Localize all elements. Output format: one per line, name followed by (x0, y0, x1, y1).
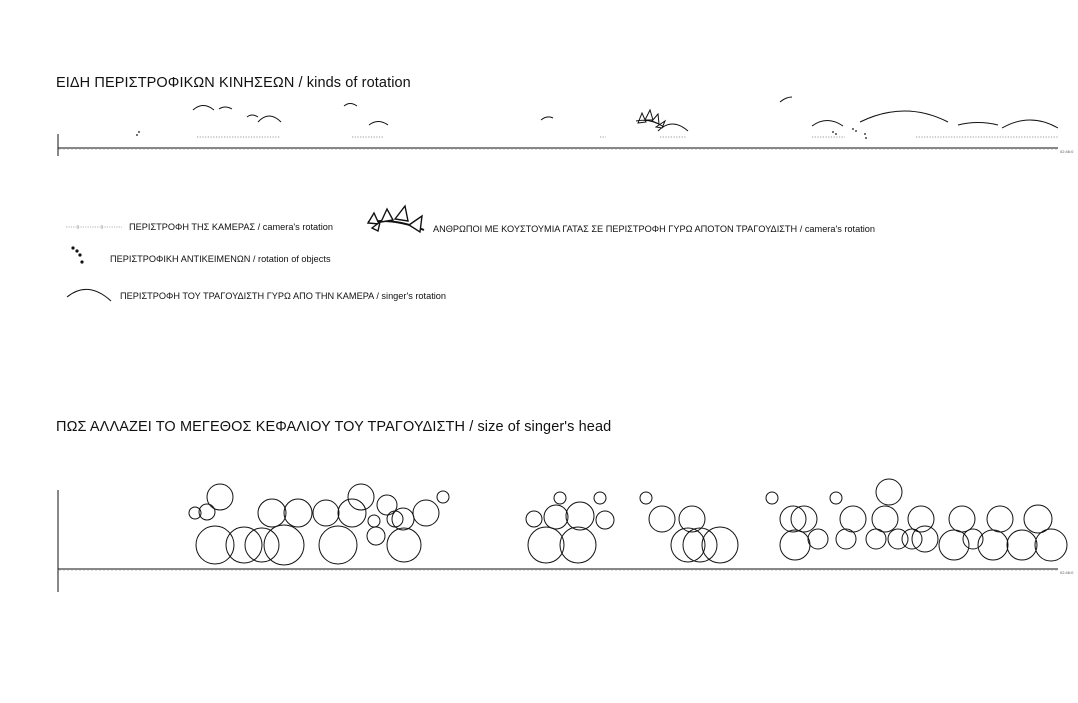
head-size-circle (1024, 505, 1052, 533)
head-size-circle (258, 499, 286, 527)
head-size-circle (978, 530, 1008, 560)
head-size-circle (872, 506, 898, 532)
head-size-circle (319, 526, 357, 564)
singer-rotation-arcs (193, 97, 1058, 131)
head-size-circle (596, 511, 614, 529)
head-size-circle (987, 506, 1013, 532)
legend-objects-rotation-label: ΠΕΡΙΣΤΡΟΦΙΚΗ ΑΝΤΙΚΕΙΜΕΝΩΝ / rotation of objects (110, 254, 331, 264)
legend-cat-costumes-label: ΑΝΘΡΩΠΟΙ ΜΕ ΚΟΥΣΤΟΥΜΙΑ ΓΑΤΑΣ ΣΕ ΠΕΡΙΣΤΡΟΦΗ ΓΥΡΩ ΑΠΟΤΟΝ ΤΡΑΓΟΥΔΙΣΤΗ / camera's rotation (433, 224, 876, 234)
head-size-circle (808, 529, 828, 549)
head-size-circle (554, 492, 566, 504)
head-size-circle (791, 506, 817, 532)
head-size-circle (780, 530, 810, 560)
head-size-circle (876, 479, 902, 505)
head-size-circle (640, 492, 652, 504)
head-size-circle (594, 492, 606, 504)
head-size-circles (189, 479, 1067, 565)
head-size-circle (949, 506, 975, 532)
head-size-circle (1007, 530, 1037, 560)
head-size-circle (207, 484, 233, 510)
head-size-circle (840, 506, 866, 532)
head-size-circle (766, 492, 778, 504)
singer-rotation-arc-icon (67, 289, 111, 301)
head-size-circle (526, 511, 542, 527)
legend-camera-rotation-label: ΠΕΡΙΣΤΡΟΦΗ ΤΗΣ ΚΑΜΕΡΑΣ / camera's rotation (129, 222, 333, 232)
cat-costume-triangles-icon (368, 206, 424, 232)
head-size-circle (560, 527, 596, 563)
head-size-circle (368, 515, 380, 527)
head-size-circle (413, 500, 439, 526)
legend-singer-rotation-label: ΠΕΡΙΣΤΡΟΦΗ ΤΟΥ ΤΡΑΓΟΥΔΙΣΤΗ ΓΥΡΩ ΑΠΟ ΤΗΝ ΚΑΜΕΡΑ / singer's rotation (120, 291, 447, 301)
cat-costume-marks (636, 110, 665, 128)
head-size-circle (196, 526, 234, 564)
head-size-circle (528, 527, 564, 563)
head-size-circle (226, 527, 262, 563)
head-size-circle (566, 502, 594, 530)
head-size-circle (1035, 529, 1067, 561)
head-size-circle (830, 492, 842, 504)
head-size-circle (387, 528, 421, 562)
head-size-circle (387, 511, 403, 527)
head-size-circle (367, 527, 385, 545)
rotation-section-title: ΕΙΔΗ ΠΕΡΙΣΤΡΟΦΙΚΩΝ ΚΙΝΗΣΕΩΝ / kinds of rotation (56, 75, 411, 91)
head-size-circle (702, 527, 738, 563)
head-size-circle (338, 499, 366, 527)
head-size-circle (908, 506, 934, 532)
head-size-circle (348, 484, 374, 510)
timeline2-end-label: 02:46:0 (1060, 570, 1074, 575)
head-size-circle (437, 491, 449, 503)
head-size-circle (313, 500, 339, 526)
head-size-circle (912, 526, 938, 552)
object-rotation-dots-icon (71, 246, 83, 263)
head-size-circle (649, 506, 675, 532)
head-size-circle (780, 506, 806, 532)
timeline-end-label: 02:46:0 (1060, 149, 1074, 154)
head-size-section-title: ΠΩΣ ΑΛΛΑΖΕΙ ΤΟ ΜΕΓΕΘΟΣ ΚΕΦΑΛΙΟΥ ΤΟΥ ΤΡΑΓΟΥΔΙΣΤΗ / size of singer's head (56, 419, 612, 435)
head-size-circle (284, 499, 312, 527)
head-size-circle (264, 525, 304, 565)
head-size-circle (963, 529, 983, 549)
head-size-circle (544, 505, 568, 529)
camera-rotation-line-icon (66, 225, 122, 229)
